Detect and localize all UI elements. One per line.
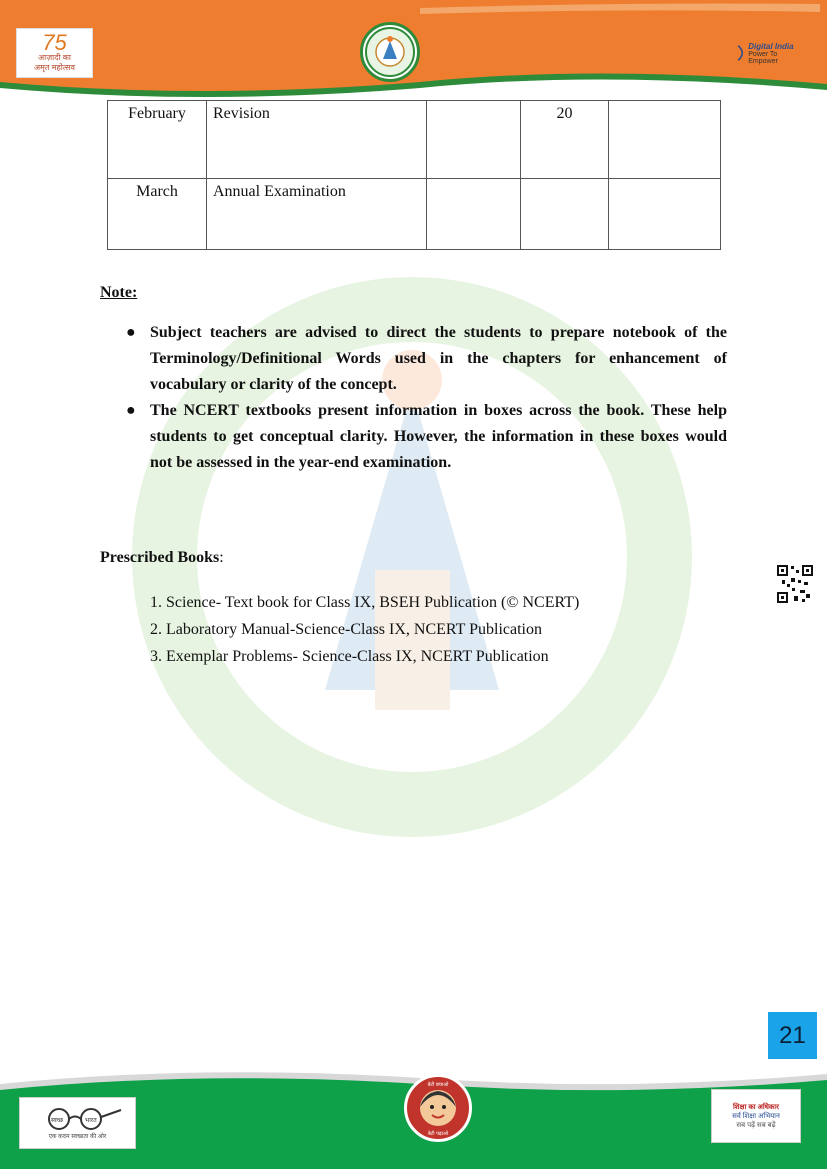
note-text: Subject teachers are advised to direct the students to prepare notebook of the Terminology/Definitional Words used in the chapters for enhancement of vocabulary or clarity of the concept. bbox=[150, 324, 727, 393]
books-list bbox=[150, 589, 579, 670]
beti-bachao-logo bbox=[404, 1074, 472, 1142]
girl-face-icon bbox=[407, 1077, 469, 1139]
books-title: Prescribed Books bbox=[100, 549, 220, 566]
content-cell: Annual Examination bbox=[207, 179, 427, 250]
seal-emblem-icon bbox=[363, 25, 417, 79]
logo-number: 75 bbox=[42, 30, 67, 55]
list-item bbox=[120, 320, 727, 398]
beti-top-text: बेटी बचाओ bbox=[427, 1082, 449, 1088]
beti-bottom-text: बेटी पढ़ाओ bbox=[427, 1131, 449, 1137]
list-item: 3. Exemplar Problems- Science-Class IX, NCERT Publication bbox=[150, 648, 549, 665]
shiksha-ka-adhikar-logo bbox=[711, 1089, 801, 1143]
digital-india-tagline: Power To Empower bbox=[748, 50, 778, 65]
books-title-suffix: : bbox=[219, 549, 224, 566]
list-item: 1. Science- Text book for Class IX, BSEH Publication (© NCERT) bbox=[150, 594, 580, 611]
swachh-tagline: एक कदम स्वच्छता की ओर bbox=[48, 1134, 107, 1140]
spectacles-icon bbox=[33, 1106, 123, 1132]
swachh-bharat-logo bbox=[19, 1097, 136, 1149]
digital-india-mark-icon bbox=[735, 42, 746, 64]
list-item bbox=[120, 398, 727, 476]
bullet-icon: ● bbox=[126, 402, 136, 419]
empty-cell bbox=[427, 179, 521, 250]
shiksha-line1: शिक्षा का अधिकार bbox=[732, 1103, 779, 1111]
logo-line2: अमृत महोत्सव bbox=[34, 63, 75, 72]
month-cell: February bbox=[108, 101, 207, 179]
note-list bbox=[120, 320, 727, 476]
table-row bbox=[108, 179, 721, 250]
schedule-table bbox=[107, 100, 721, 250]
periods-cell: 20 bbox=[521, 101, 609, 179]
digital-india-title: Digital India bbox=[748, 41, 794, 51]
digital-india-logo bbox=[735, 38, 797, 68]
shiksha-line2: सर्व शिक्षा अभियान bbox=[732, 1112, 780, 1120]
azadi-ka-amrit-mahotsav-logo bbox=[16, 28, 93, 78]
list-item: 2. Laboratory Manual-Science-Class IX, NCERT Publication bbox=[150, 621, 542, 638]
table-row bbox=[108, 101, 721, 179]
empty-cell bbox=[427, 101, 521, 179]
books-heading bbox=[100, 549, 224, 567]
month-cell: March bbox=[108, 179, 207, 250]
logo-line1: आज़ादी का bbox=[38, 53, 71, 62]
empty-cell bbox=[609, 179, 721, 250]
periods-cell bbox=[521, 179, 609, 250]
content-cell: Revision bbox=[207, 101, 427, 179]
board-seal-logo bbox=[360, 22, 420, 82]
swachh-word: स्वच्छ bbox=[50, 1117, 63, 1124]
qr-code-icon[interactable] bbox=[776, 564, 814, 604]
empty-cell bbox=[609, 101, 721, 179]
bharat-word: भारत bbox=[84, 1117, 97, 1124]
bullet-icon: ● bbox=[126, 324, 136, 341]
shiksha-line3: सब पढ़ें सब बढ़ें bbox=[736, 1121, 776, 1129]
note-text: The NCERT textbooks present information in boxes across the book. These help students to get conceptual clarity. However, the information in these boxes would not be assessed in the year-end examination. bbox=[150, 402, 727, 471]
note-title: Note: bbox=[100, 284, 138, 301]
page-number: 21 bbox=[768, 1012, 817, 1059]
